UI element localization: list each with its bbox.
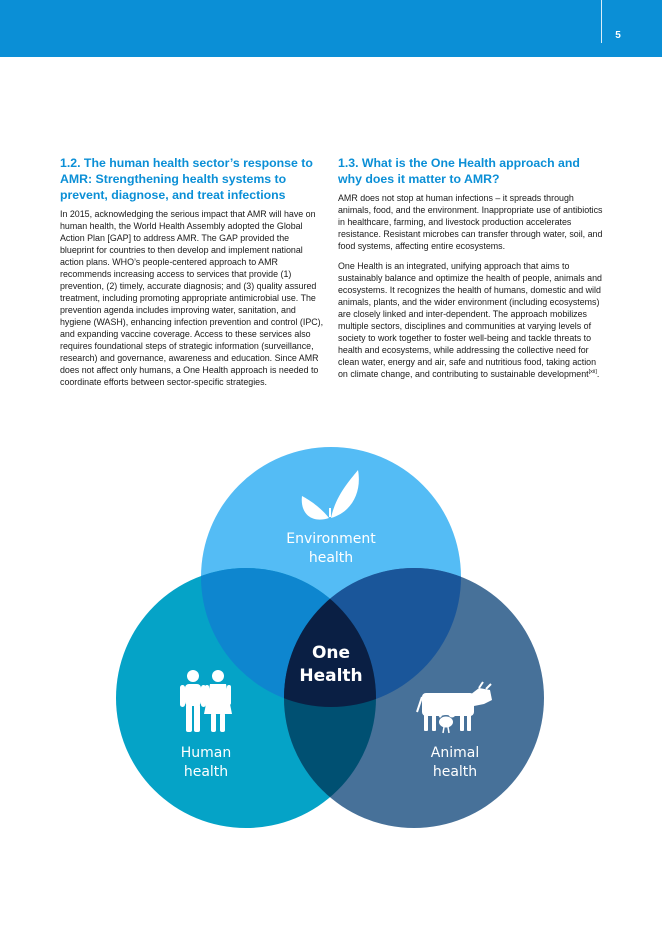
center-label-line-2: Health [299, 666, 363, 686]
section-heading-1-2: 1.2. The human health sector’s response to AMR: Strengthening health systems to prevent, diagnose, and treat infections [60, 156, 313, 202]
reference-marker: [xii] [588, 369, 597, 376]
environment-label-line-2: health [308, 550, 354, 566]
paragraph-end: . [596, 369, 600, 379]
environment-label-line-1: Environment [286, 531, 376, 547]
human-label-line-1: Human [180, 745, 232, 761]
paragraph-text: One Health is an integrated, unifying approach that aims to sustainably balance and optimize the health of people, animals and ecosystems. It recognizes the health of humans, domestic and wild animals, plants, and the wider environment (including ecosystems) are closely linked and inter-dependent. The approach mobilizes multiple sectors, disciplines and communities at varying levels of society to work together to foster well-being and tackle threats to health and ecosystems, while addressing the collective need for clean water, energy and air, safe and nutritious food, taking action on climate change, and contributing to sustainable development [338, 261, 602, 379]
section-heading-1-3: 1.3. What is the One Health approach and why does it matter to AMR? [338, 156, 580, 186]
human-label-line-2: health [183, 764, 229, 780]
center-label-line-1: One [311, 643, 351, 663]
section-paragraph-1-2: In 2015, acknowledging the serious impact that AMR will have on human health, the World Health Assembly adopted the Global Action Plan [GAP] to address AMR. The GAP provided the blueprint for countries to then develop and implement national action plans. WHO’s people-centered approach to AMR recommends increasing access to services that provide (1) prevention, (2) timely, accurate diagnosis; and (3) quality assured treatment, including promoting appropriate antimicrobial use. The prevention agenda includes improving water, sanitation, and hygiene (WASH), enhancing infection prevention and control (IPC), and expanding vaccine coverage. Access to these services also requires foundational steps of strategic information (surveillance, research) and governance, awareness and education. Since AMR does not affect only humans, a One Health approach is needed to coordinate efforts between sector-specific strategies. [60, 209, 324, 387]
section-paragraph-1-3-a: AMR does not stop at human infections – it spreads through animals, food, and the environment. Inappropriate use of antibiotics in healthcare, farming, and livestock production accelerates resistance. Resistant microbes can transfer through water, soil, and food systems, affecting entire ecosystems. [338, 193, 603, 251]
page-number: 5 [615, 30, 621, 41]
animal-label-line-1: Animal [430, 745, 480, 761]
animal-label-line-2: health [432, 764, 478, 780]
